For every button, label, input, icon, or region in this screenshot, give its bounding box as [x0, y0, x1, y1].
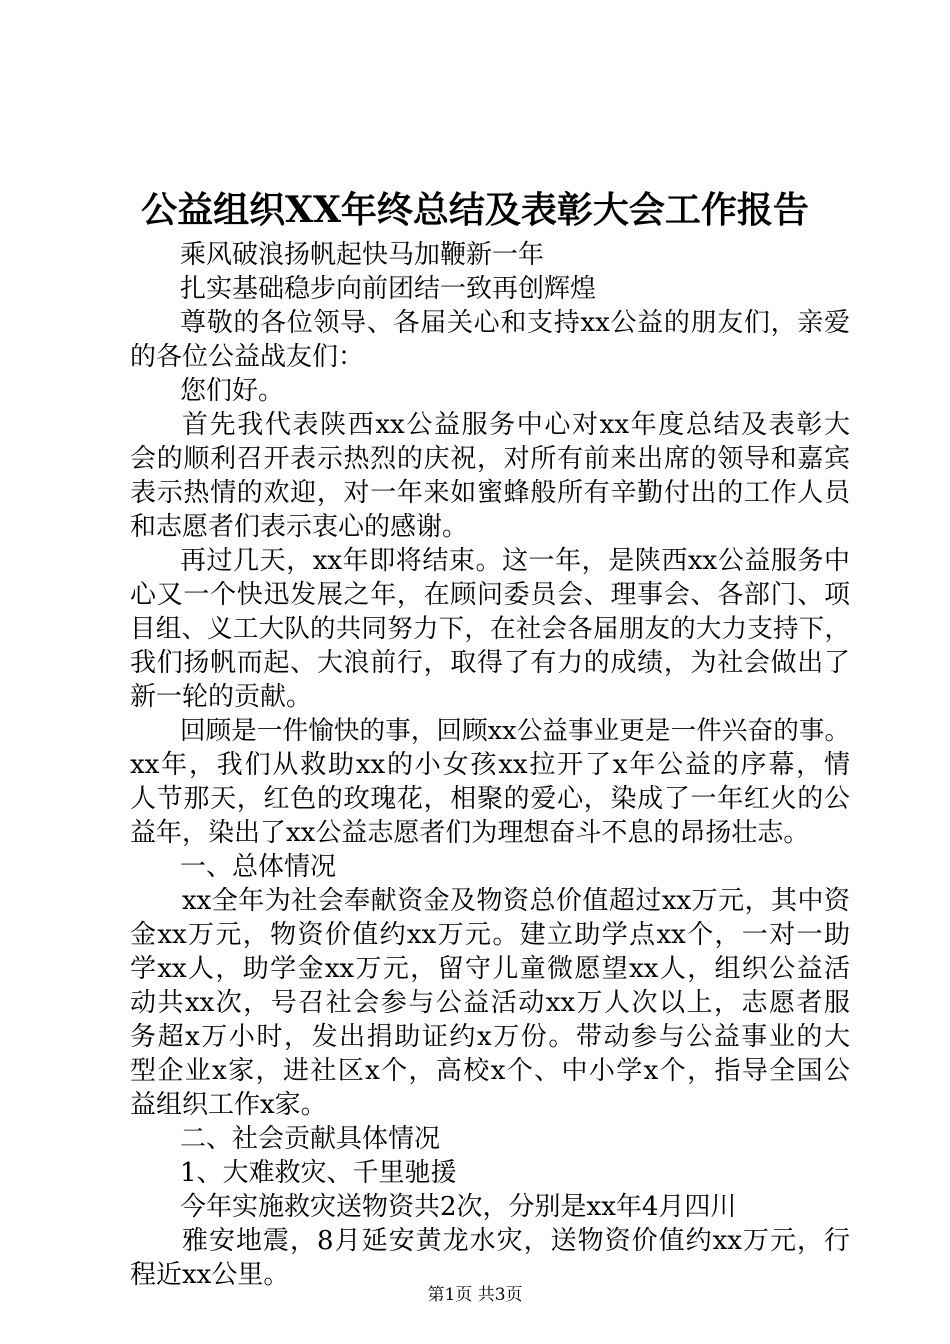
body-line: 金xx万元，物资价值约xx万元。建立助学点xx个，一对一助	[130, 920, 850, 950]
body-line: 尊敬的各位领导、各届关心和支持xx公益的朋友们，亲爱	[180, 308, 850, 338]
body-line: 回顾是一件愉快的事，回顾xx公益事业更是一件兴奋的事。	[180, 716, 850, 746]
body-line: 益组织工作x家。	[130, 1090, 327, 1120]
section-heading-1: 一、总体情况	[180, 852, 337, 882]
body-line: 我们扬帆而起、大浪前行，取得了有力的成绩，为社会做出了	[130, 648, 850, 678]
document-body	[130, 238, 850, 1292]
document-title: 公益组织XX年终总结及表彰大会工作报告	[141, 189, 809, 231]
body-line: 再过几天，xx年即将结束。这一年，是陕西xx公益服务中	[180, 546, 850, 576]
body-line: xx全年为社会奉献资金及物资总价值超过xx万元，其中资	[182, 886, 850, 916]
body-line: 程近xx公里。	[130, 1260, 290, 1290]
greeting-line: 您们好。	[180, 376, 285, 406]
section-heading-2: 二、社会贡献具体情况	[180, 1124, 441, 1154]
body-line: 目组、义工大队的共同努力下，在社会各届朋友的大力支持下，	[130, 614, 850, 644]
body-line: 雅安地震，8月延安黄龙水灾，送物资价值约xx万元，行	[182, 1226, 850, 1256]
body-line: 新一轮的贡献。	[130, 682, 313, 712]
body-line: 益年，染出了xx公益志愿者们为理想奋斗不息的昂扬壮志。	[130, 818, 810, 848]
body-line: xx年，我们从救助xx的小女孩xx拉开了x年公益的序幕，情	[130, 750, 850, 780]
body-line: 的各位公益战友们：	[130, 342, 365, 372]
body-line: 首先我代表陕西xx公益服务中心对xx年度总结及表彰大	[182, 410, 850, 440]
body-line: 动共xx次，号召社会参与公益活动xx万人次以上，志愿者服	[130, 988, 850, 1018]
slogan-line-2: 扎实基础稳步向前团结一致再创辉煌	[180, 274, 597, 304]
page-footer: 第1页 共3页	[427, 1285, 523, 1305]
body-line: 人节那天，红色的玫瑰花，相聚的爱心，染成了一年红火的公	[130, 784, 850, 814]
body-line: 务超x万小时，发出捐助证约x万份。带动参与公益事业的大	[130, 1022, 850, 1052]
body-line: 会的顺利召开表示热烈的庆祝，对所有前来出席的领导和嘉宾	[130, 444, 850, 474]
body-line: 学xx人，助学金xx万元，留守儿童微愿望xx人，组织公益活	[130, 954, 850, 984]
slogan-line-1: 乘风破浪扬帆起快马加鞭新一年	[180, 240, 545, 270]
body-line: 和志愿者们表示衷心的感谢。	[130, 512, 469, 542]
subsection-heading: 1、大难救灾、千里驰援	[180, 1158, 457, 1188]
body-line: 型企业x家，进社区x个，高校x个、中小学x个，指导全国公	[130, 1056, 850, 1086]
body-line: 今年实施救灾送物资共2次，分别是xx年4月四川	[180, 1192, 737, 1222]
body-line: 心又一个快迅发展之年，在顾问委员会、理事会、各部门、项	[130, 580, 850, 610]
body-line: 表示热情的欢迎，对一年来如蜜蜂般所有辛勤付出的工作人员	[130, 478, 850, 508]
